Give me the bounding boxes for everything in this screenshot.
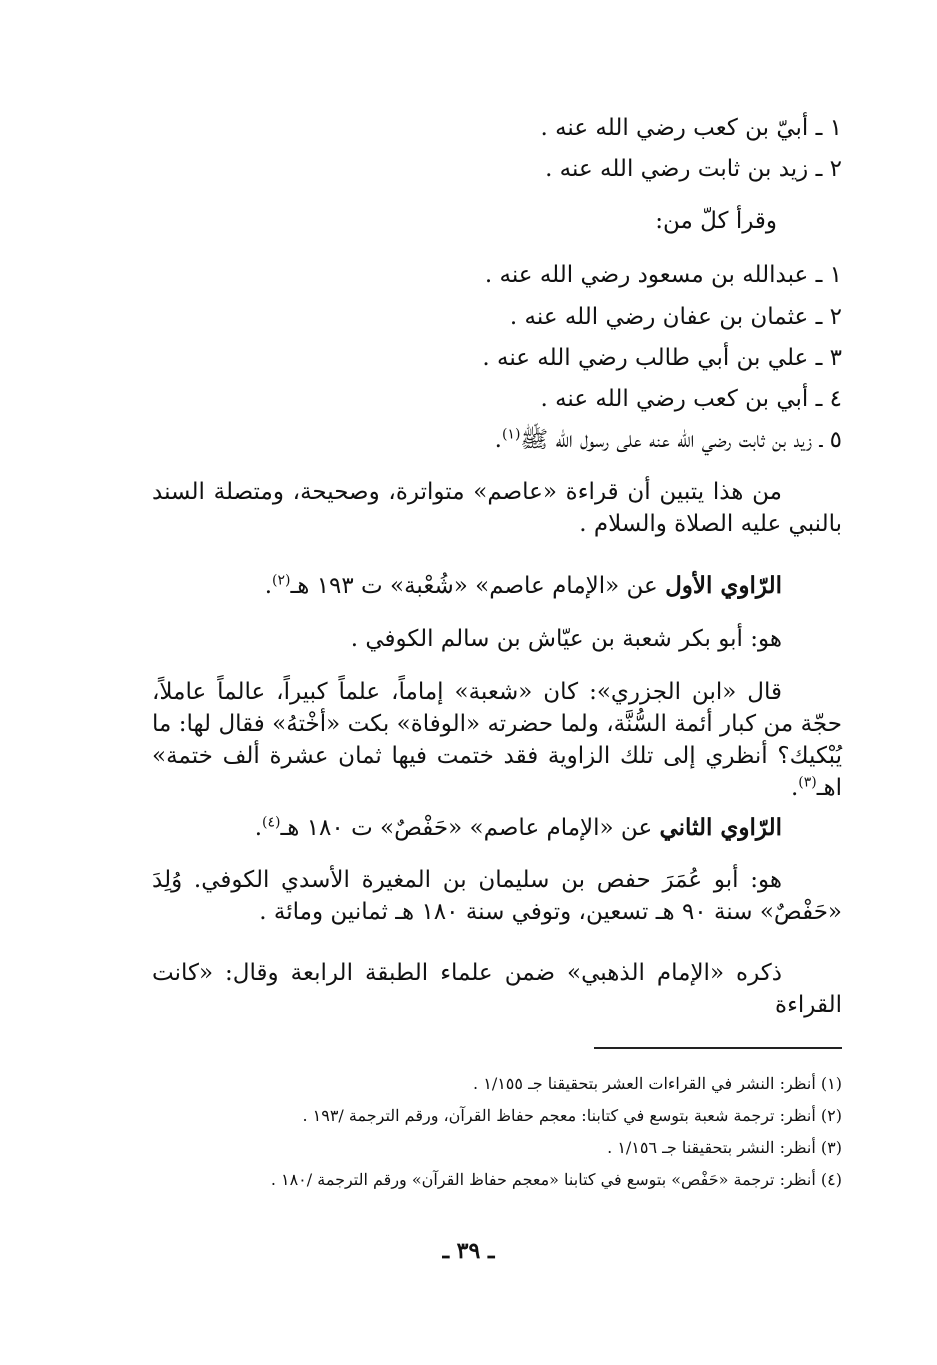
footnote-4: (٤) أنظر: ترجمة «حَفْص» بتوسع في كتابنا «معجم حفاظ القرآن» ورقم الترجمة /١٨٠ .	[270, 1170, 842, 1189]
list2-item-5-end: .	[494, 427, 502, 453]
list1-item-2: ٢ ـ زيد بن ثابت رضي الله عنه .	[545, 156, 842, 182]
narrator1-quote	[152, 676, 842, 804]
footnote-3: (٣) أنظر: النشر بتحقيقنا جـ ١/١٥٦ .	[607, 1138, 842, 1157]
narrator1-title-rest: عن «الإمام عاصم» «شُعْبة» ت ١٩٣ هـ	[290, 573, 666, 599]
narrator2-identity: هو: أبو عُمَرَ حفص بن سليمان بن المغيرة الأسدي الكوفي. وُلِدَ «حَفْصٌ» سنة ٩٠ هـ تسعين، وتوفي سنة ١٨٠ هـ ثمانين ومائة .	[152, 867, 842, 925]
dhahabi-paragraph: ذكره «الإمام الذهبي» ضمن علماء الطبقة الرابعة وقال: «كانت القراءة	[152, 960, 842, 1018]
narrator1-quote-end: .	[790, 775, 799, 801]
list2-item-1: ١ ـ عبدالله بن مسعود رضي الله عنه .	[484, 262, 842, 288]
narrator1-heading	[265, 570, 782, 602]
list1-item-1: ١ ـ أبيّ بن كعب رضي الله عنه .	[540, 115, 842, 141]
narrator1-identity: هو: أبو بكر شعبة بن عيّاش بن سالم الكوفي .	[350, 626, 782, 652]
list2-item-4: ٤ ـ أبي بن كعب رضي الله عنه .	[540, 386, 842, 412]
list2-item-3: ٣ ـ علي بن أبي طالب رضي الله عنه .	[482, 345, 842, 371]
narrator2-title-bold: الرّاوي الثاني	[659, 814, 782, 841]
narrator1-quote-text: قال «ابن الجزري»: كان «شعبة» إماماً، علماً كبيراً، عالماً عاملاً، حجّة من كبار أئمة السُّنَّة، ولما حضرته «الوفاة» بكت «أخْتهُ» فقال لها: ما يُبْكيك؟ أنظري إلى تلك الزاوية فقد ختمت فيها ثمان عشرة ألف ختمة» اهـ	[152, 679, 842, 801]
also-read-heading: وقرأ كلّ من:	[655, 208, 777, 234]
narrator2-heading	[255, 812, 782, 844]
footnote-divider	[594, 1047, 842, 1049]
conclusion-paragraph: من هذا يتبين أن قراءة «عاصم» متواترة، وصحيحة، ومتصلة السند بالنبي عليه الصلاة والسلام .	[152, 479, 842, 537]
narrator1-title-end: .	[264, 573, 273, 599]
footnote-ref[interactable]: (١)	[501, 426, 521, 443]
narrator2-title-end: .	[254, 815, 263, 841]
page-number: ـ ٣٩ ـ	[442, 1238, 495, 1264]
footnote-1: (١) أنظر: النشر في القراءات العشر بتحقيقنا جـ ١/١٥٥ .	[473, 1074, 842, 1093]
narrator2-title-rest: عن «الإمام عاصم» «حَفْصٌ» ت ١٨٠ هـ	[280, 815, 660, 841]
list2-item-2: ٢ ـ عثمان بن عفان رضي الله عنه .	[509, 304, 842, 330]
footnote-ref[interactable]: (٣)	[798, 774, 817, 791]
footnote-ref[interactable]: (٢)	[272, 572, 291, 589]
list2-item-5-text: ٥ ـ زيد بن ثابت رضي الله عنه على رسول الله ﷺ	[520, 427, 842, 453]
narrator1-title-bold: الرّاوي الأول	[665, 572, 782, 599]
list2-item-5	[495, 424, 842, 456]
footnote-ref[interactable]: (٤)	[262, 814, 281, 831]
footnote-2: (٢) أنظر: ترجمة شعبة بتوسع في كتابنا: معجم حفاظ القرآن، ورقم الترجمة /١٩٣ .	[302, 1106, 842, 1125]
